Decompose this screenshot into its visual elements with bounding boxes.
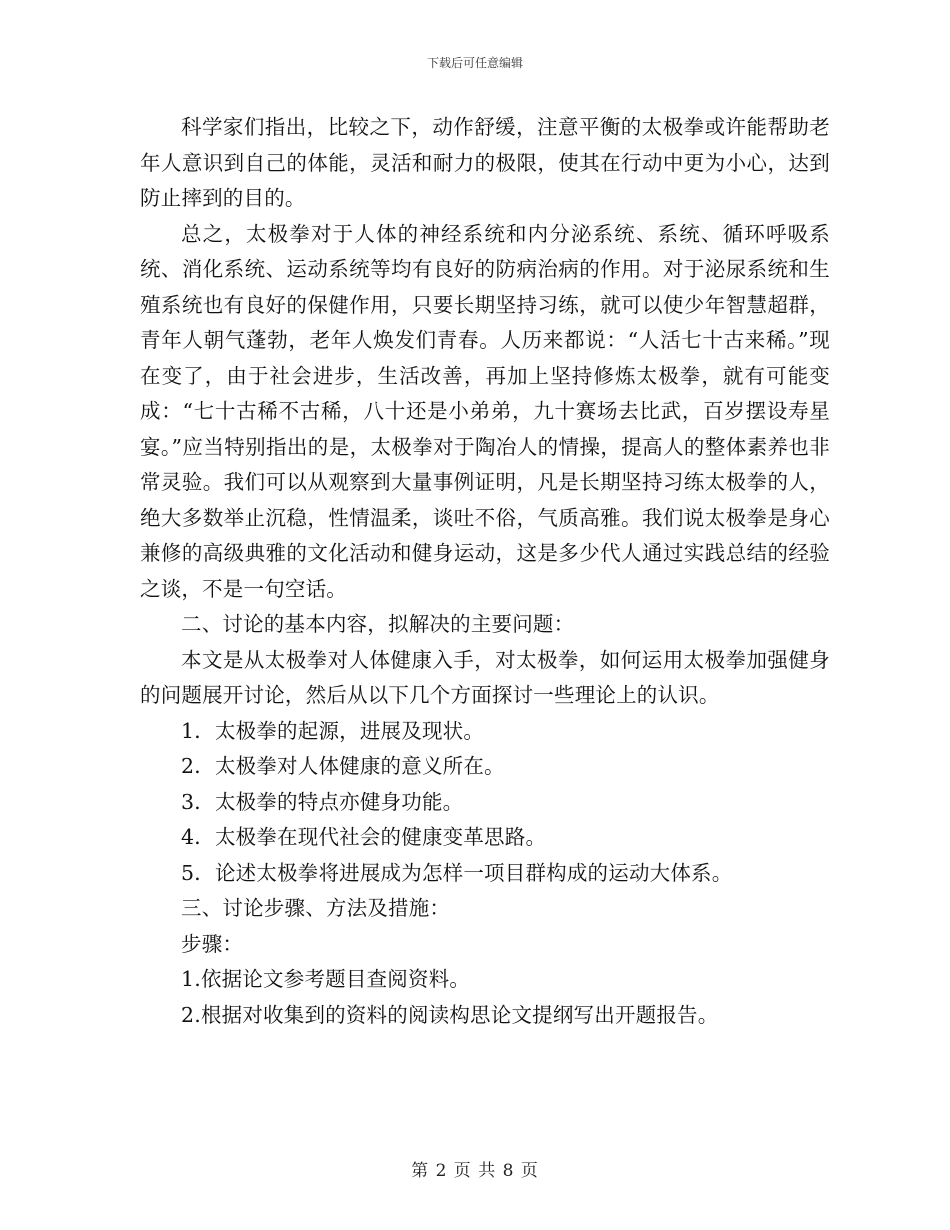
paragraph-summary: 总之，太极拳对于人体的神经系统和内分泌系统、系统、循环呼吸系统、消化系统、运动系统等均有良好的防病治病的作用。对于泌尿系统和生殖系统也有良好的保健作用，只要长期坚持习练，就可以使少年智慧超群，青年人朝气蓬勃，老年人焕发们青春。人历来都说：“人活七十古来稀。”现在变了，由于社会进步，生活改善，再加上坚持修炼太极拳，就有可能变成：“七十古稀不古稀，八十还是小弟弟，九十赛场去比武，百岁摆设寿星宴。”应当特别指出的是，太极拳对于陶冶人的情操，提高人的整体素养也非常灵验。我们可以从观察到大量事例证明，凡是长期坚持习练太极拳的人，绝大多数举止沉稳，性情温柔，谈吐不俗，气质高雅。我们说太极拳是身心兼修的高级典雅的文化活动和健身运动，这是多少代人通过实践总结的经验之谈，不是一句空话。: [140, 221, 830, 601]
list-item: 5．论述太极拳将进展成为怎样一项目群构成的运动大体系。: [181, 860, 733, 885]
list-item: 1．太极拳的起源，进展及现状。: [181, 718, 485, 743]
page-header: 下载后可任意编辑: [426, 56, 523, 70]
paragraph-intro: 本文是从太极拳对人体健康入手，对太极拳，如何运用太极拳加强健身的问题展开讨论，然后从以下几个方面探讨一些理论上的认识。: [140, 647, 830, 707]
steps-label: 步骤：: [181, 931, 244, 956]
step-item: 1.依据论文参考题目查阅资料。: [181, 967, 471, 991]
list-item: 4．太极拳在现代社会的健康变革思路。: [181, 825, 547, 849]
list-item: 2．太极拳对人体健康的意义所在。: [181, 754, 505, 778]
section-heading-steps: 三、讨论步骤、方法及措施：: [181, 896, 451, 920]
page-number-footer: 第 2 页 共 8 页: [411, 1161, 539, 1181]
list-item: 3．太极拳的特点亦健身功能。: [181, 789, 464, 814]
document-body: [140, 110, 830, 1033]
paragraph-scientists: 科学家们指出，比较之下，动作舒缓，注意平衡的太极拳或许能帮助老年人意识到自己的体能，灵活和耐力的极限，使其在行动中更为小心，达到防止摔到的目的。: [140, 115, 830, 210]
step-item: 2.根据对收集到的资料的阅读构思论文提纲写出开题报告。: [181, 1002, 719, 1027]
section-heading-content: 二、讨论的基本内容，拟解决的主要问题：: [181, 612, 575, 636]
